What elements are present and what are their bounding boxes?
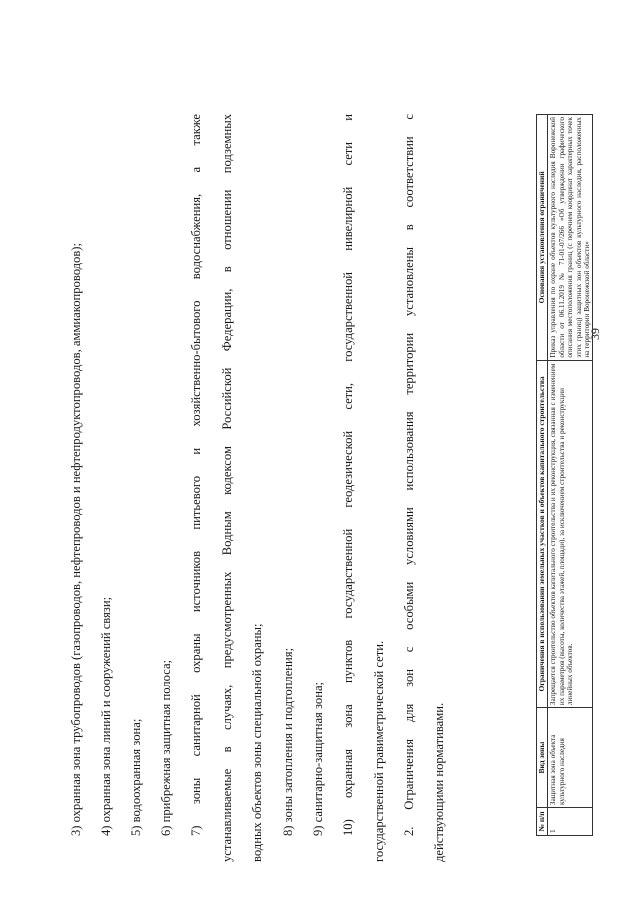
cell-zone-type: Защитная зона объекта культурного наследия (548, 708, 593, 808)
paragraph: 5) водоохранная зона; (129, 718, 143, 836)
cell-restrictions: Запрещается строительство объектов капитального строительства и их реконструкция, связанная с изменением их параметров (высоты, количества этажей, площади), за исключением строительства и реконструкции линейных объектов. (548, 360, 593, 707)
paragraph: 6) прибрежная защитная полоса; (159, 659, 173, 836)
paragraph: 7) зоны санитарной охраны источников питьевого и хозяйственно-бытового водоснабжения, а также (189, 114, 203, 836)
paragraph: действующими нормативами. (432, 702, 446, 862)
table-row (548, 115, 593, 836)
paragraph: 3) охранная зона трубопроводов (газопроводов, нефтепроводов и нефтепродуктопроводов, аммиакопроводов); (69, 243, 83, 836)
page-number: 39 (588, 328, 602, 340)
cell-number: 1 (548, 808, 593, 836)
header-zone-type: Вид зоны (537, 708, 548, 808)
paragraph: 10) охранная зона пунктов государственной геодезической сети, государственной нивелирной сети и (341, 114, 355, 836)
paragraph: водных объектов зоны специальной охраны; (250, 623, 264, 862)
header-restrictions: Ограничения в использовании земельных участков и объектов капитального строительства (537, 360, 548, 707)
paragraph: 9) санитарно-защитная зона; (311, 681, 325, 836)
paragraph: 8) зоны затопления и подтопления; (281, 647, 295, 836)
paragraph: 4) охранная зона линий и сооружений связи; (99, 596, 113, 836)
header-grounds: Основания установления ограничений (537, 115, 548, 361)
header-number: № п/п (537, 808, 548, 836)
table-header-row (537, 115, 548, 836)
paragraph: 2. Ограничения для зон с особыми условиями использования территории установлены в соответствии с (402, 114, 416, 836)
cell-grounds: Приказ управления по охране объектов культурного наследия Воронежской области от 06.11.2019 № 71-01-07/266 «Об утверждении графического описания местоположения границ (с перечнем координат характерных точек этих границ) защитных зон объектов культурного наследия, расположенных на территории Воронежской области» (548, 115, 593, 361)
paragraph: государственной гравиметрической сети. (372, 640, 386, 862)
restrictions-table (536, 114, 593, 836)
rotated-page-content (68, 86, 608, 862)
paragraph: устанавливаемые в случаях, предусмотренных Водным кодексом Российской Федерации, в отношении подземных (220, 114, 234, 862)
